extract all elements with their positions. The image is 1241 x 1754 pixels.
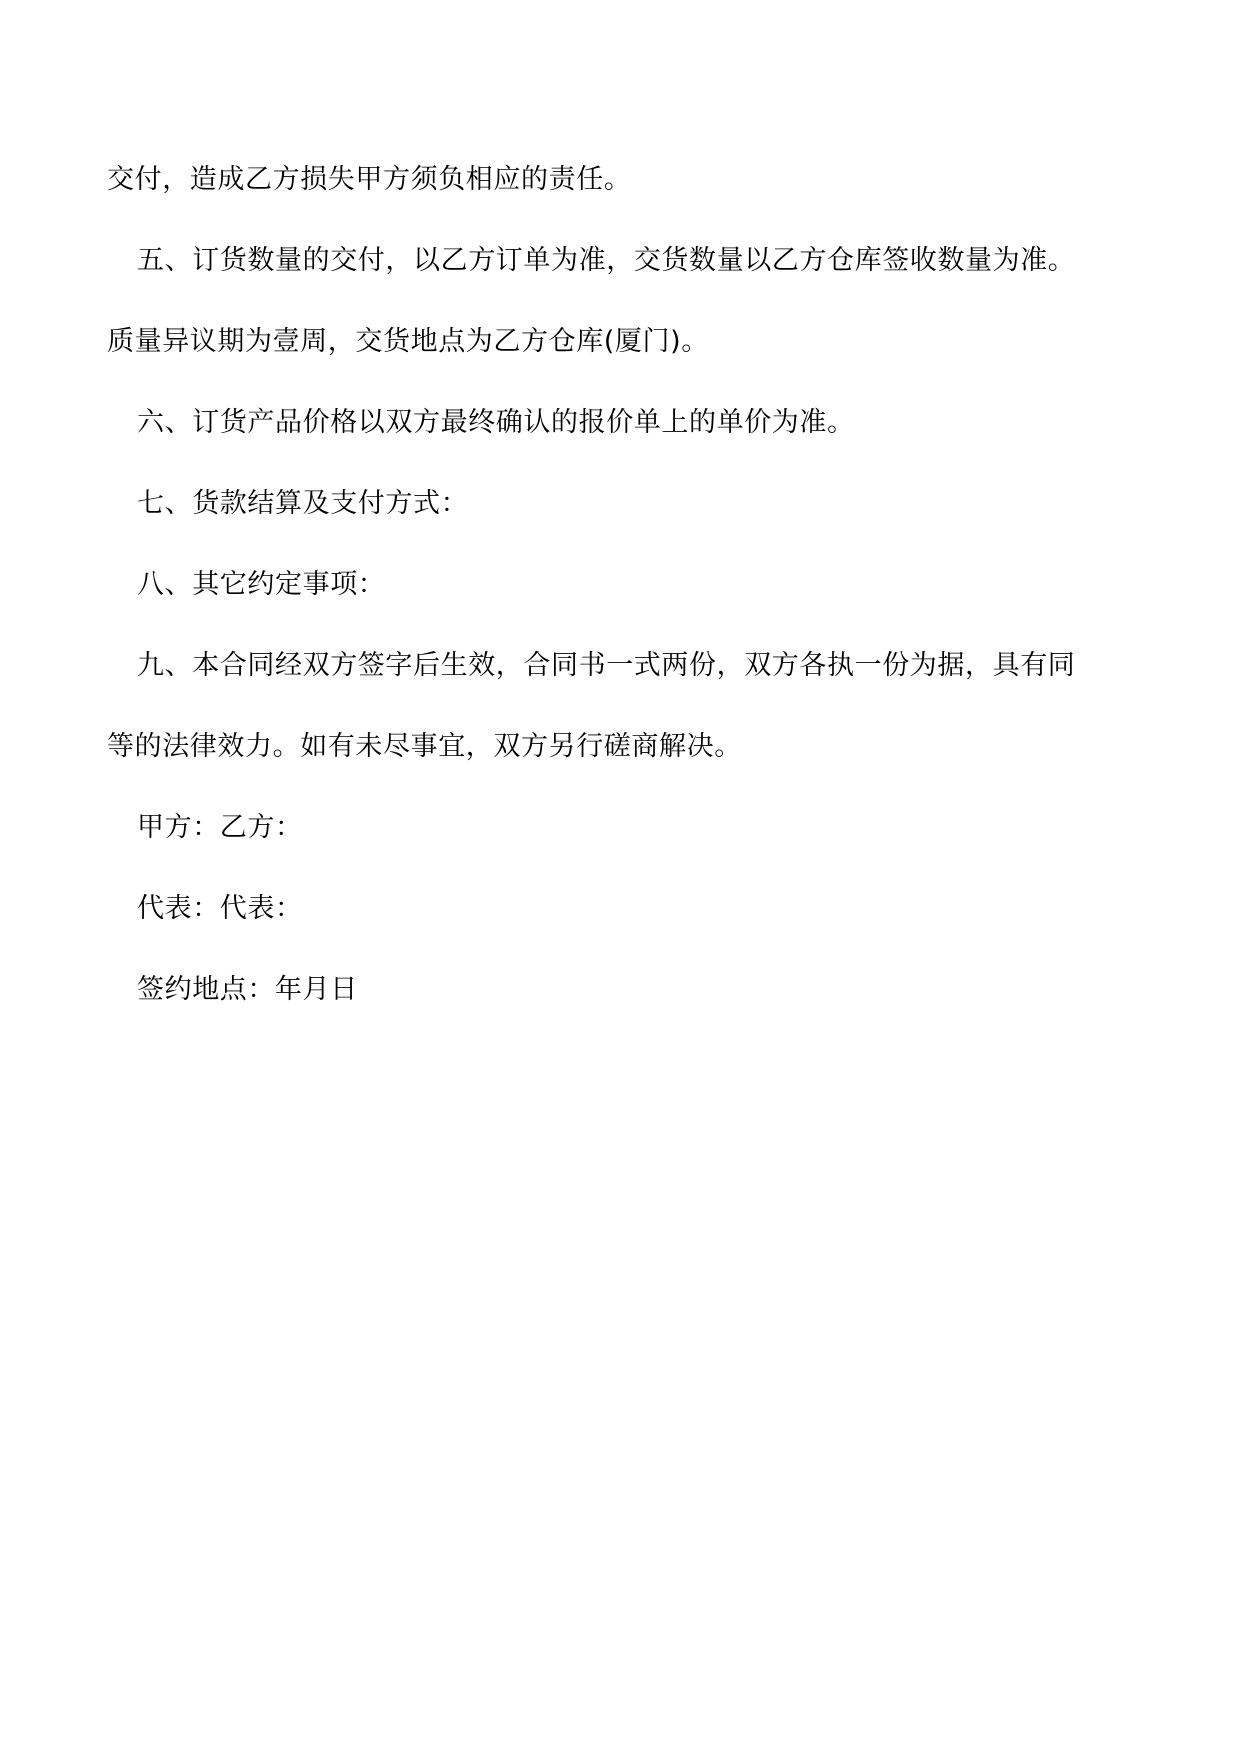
clause-4-continuation: 交付，造成乙方损失甲方须负相应的责任。 <box>107 164 632 195</box>
representative-signatures: 代表：代表： <box>137 893 303 924</box>
clause-5: 五、订货数量的交付，以乙方订单为准，交货数量以乙方仓库签收数量为准。 <box>137 245 1076 276</box>
contract-body <box>107 164 1137 1059</box>
clause-7: 七、货款结算及支付方式： <box>137 488 469 519</box>
signing-place-date: 签约地点：年月日 <box>137 974 358 1005</box>
clause-5-continuation: 质量异议期为壹周，交货地点为乙方仓库(厦门)。 <box>107 326 709 357</box>
clause-9: 九、本合同经双方签字后生效，合同书一式两份，双方各执一份为据，具有同 <box>137 650 1076 681</box>
clause-9-continuation: 等的法律效力。如有未尽事宜，双方另行磋商解决。 <box>107 731 742 762</box>
party-signatures: 甲方：乙方： <box>137 812 303 843</box>
clause-8: 八、其它约定事项： <box>137 569 386 600</box>
clause-6: 六、订货产品价格以双方最终确认的报价单上的单价为准。 <box>137 407 855 438</box>
